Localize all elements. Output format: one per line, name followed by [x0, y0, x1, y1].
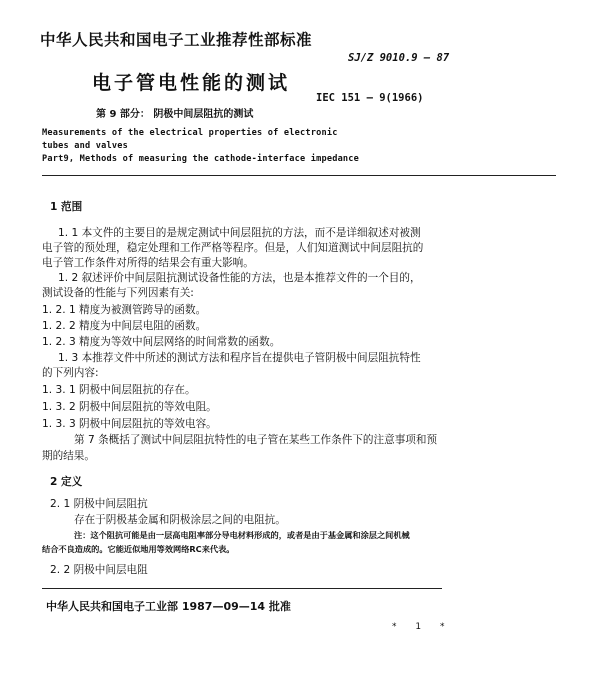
footer-divider — [42, 588, 442, 589]
english-title-line-1: Measurements of the electrical properties of electronic — [42, 128, 338, 138]
clause-2-1-note-line-2: 结合不良造成的。它能近似地用等效网络RC来代表。 — [42, 544, 235, 554]
approval-line: 中华人民共和国电子工业部 1987—09—14 批准 — [46, 600, 291, 613]
main-title: 电子管电性能的测试 — [92, 72, 291, 94]
clause-2-1-definition: 存在于阴极基金属和阴极涂层之间的电阻抗。 — [74, 514, 286, 526]
part-title: 第 9 部分： 阴极中间层阻抗的测试 — [96, 109, 254, 120]
clause-1-3-1: 1. 3. 1 阴极中间层阻抗的存在。 — [42, 384, 196, 396]
clause-1-1-line-1: 1. 1 本文件的主要目的是规定测试中间层阻抗的方法，而不是详细叙述对被测 — [58, 227, 421, 239]
clause-2-1: 2. 1 阴极中间层阻抗 — [50, 498, 148, 510]
english-title-line-2: tubes and valves — [42, 141, 128, 151]
standard-code: SJ/Z 9010.9 — 87 — [348, 52, 450, 64]
clause-1-2-line-1: 1. 2 叙述评价中间层阻抗测试设备性能的方法，也是本推荐文件的一个目的， — [58, 272, 421, 284]
clause-1-2-3: 1. 2. 3 精度为等效中间层网络的时间常数的函数。 — [42, 336, 281, 348]
clause-1-2-2: 1. 2. 2 精度为中间层电阻的函数。 — [42, 320, 207, 332]
section-1-heading: 1 范围 — [50, 201, 83, 213]
clause-1-2-1: 1. 2. 1 精度为被测管跨导的函数。 — [42, 304, 207, 316]
clause-1-2-line-2: 测试设备的性能与下列因素有关: — [42, 287, 194, 299]
clause-1-1-line-3: 电子管工作条件对所得的结果会有重大影响。 — [42, 257, 254, 269]
clause-2-1-note-line-1: 注：这个阻抗可能是由一层高电阻率部分导电材料形成的，或者是由于基金属和涂层之间机械 — [74, 530, 410, 540]
section-2-heading: 2 定义 — [50, 476, 83, 488]
iec-code: IEC 151 — 9(1966) — [316, 92, 424, 104]
clause-1-3-line-2: 的下列内容: — [42, 367, 99, 379]
clause-2-2: 2. 2 阴极中间层电阻 — [50, 564, 148, 576]
section-1-paragraph-line-2: 期的结果。 — [42, 450, 95, 462]
page-number: * 1 * — [392, 622, 453, 632]
clause-1-3-line-1: 1. 3 本推荐文件中所述的测试方法和程序旨在提供电子管阴极中间层阻抗特性 — [58, 352, 421, 364]
section-1-paragraph-line-1: 第 7 条概括了测试中间层阻抗特性的电子管在某些工作条件下的注意事项和预 — [74, 434, 438, 446]
org-title: 中华人民共和国电子工业推荐性部标准 — [40, 31, 313, 49]
header-divider — [42, 175, 556, 176]
clause-1-1-line-2: 电子管的预处理，稳定处理和工作严格等程序。但是，人们知道测试中间层阻抗的 — [42, 242, 424, 254]
english-title-line-3: Part9, Methods of measuring the cathode-interface impedance — [42, 154, 360, 164]
clause-1-3-2: 1. 3. 2 阴极中间层阻抗的等效电阻。 — [42, 401, 217, 413]
clause-1-3-3: 1. 3. 3 阴极中间层阻抗的等效电容。 — [42, 418, 217, 430]
